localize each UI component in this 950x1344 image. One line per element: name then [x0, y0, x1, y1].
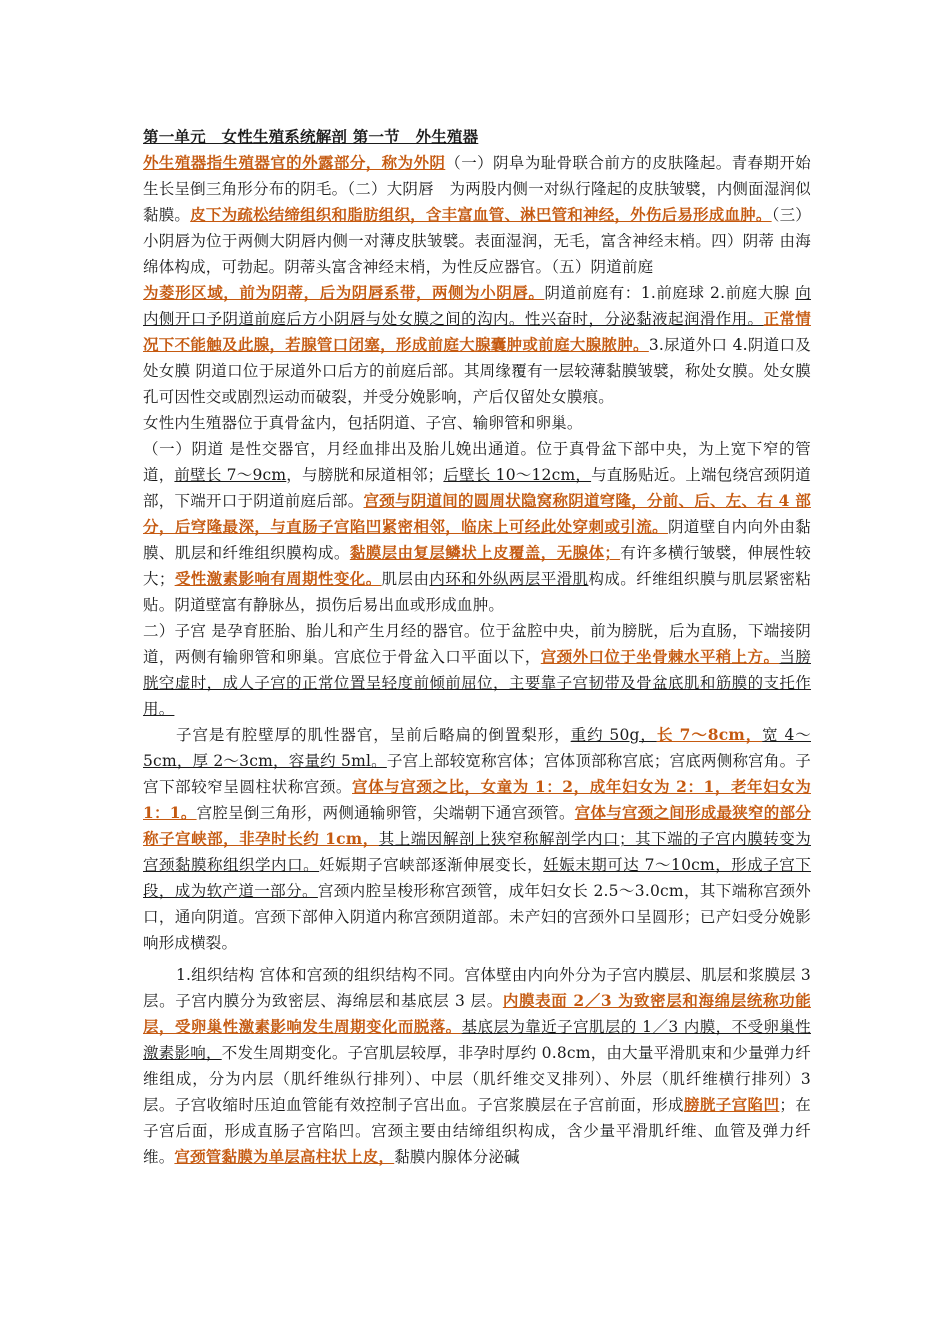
highlighted-text: 正常情况下不能触及此腺，若腺管口闭塞，形成前庭大腺囊肿或前庭大腺脓肿。: [143, 309, 811, 354]
highlighted-text: 长 7～8cm，: [656, 725, 763, 744]
body-text: 阴道前庭有：1.前庭球 2.前庭大腺: [544, 284, 796, 302]
body-text: 有许多横行皱襞，伸展性较大；: [143, 544, 811, 588]
body-text: 二）子宫 是孕育胚胎、胎儿和产生月经的器官。位于盆腔中央，前为膀胱，后为直肠，下端接阴道，两侧有输卵管和卵巢。宫底位于骨盆入口平面以下，: [143, 622, 811, 666]
body-text: 宫颈内腔呈梭形称宫颈管，成年妇女长 2.5～3.0cm，其下端称宫颈外口，通向阴道。宫颈下部伸入阴道内称宫颈阴道部。未产妇的宫颈外口呈圆形；已产妇受分娩影响形成横裂。: [143, 882, 812, 952]
body-text: 肌层由: [381, 570, 430, 588]
underlined-text: 后壁长 10～12cm，: [443, 466, 592, 484]
body-text: ，与膀胱和尿道相邻；: [286, 466, 444, 484]
body-text: 子宫是有腔壁厚的肌性器官，呈前后略扁的倒置梨形，: [176, 726, 571, 744]
body-text: 宫腔呈倒三角形，两侧通输卵管，尖端朝下通宫颈管。: [196, 804, 575, 822]
highlighted-text: 宫颈与阴道间的圆周状隐窝称阴道穹隆，分前、后、左、右 4 部分，后穹隆最深，与直肠子宫陷凹紧密相邻，临床上可经此处穿刺或引流。: [143, 491, 811, 536]
document-body: [143, 124, 811, 1170]
underlined-text: 重约 50g，: [570, 726, 657, 744]
body-text: 与直肠贴近。上端包绕宫颈阴道部，下端开口于阴道前庭后部。: [143, 466, 811, 510]
paragraph: [143, 722, 811, 956]
underlined-text: 向内侧开口予阴道前庭后方小阴唇与处女膜之间的沟内。性兴奋时，分泌黏液起润滑作用。: [143, 284, 811, 328]
highlighted-text: 宫体与宫颈之比，女童为 1：2，成年妇女为 2：1，老年妇女为 1：1。: [143, 777, 811, 822]
highlighted-text: 宫颈管黏膜为单层高柱状上皮，: [174, 1147, 395, 1166]
body-text: 不发生周期变化。子宫肌层较厚，非孕时厚约 0.8cm，由大量平滑肌束和少量弹力纤维组成，分为内层（肌纤维纵行排列）、中层（肌纤维交叉排列）、外层（肌纤维横行排列）3 层。子宫收缩时压迫血管能有效控制子宫出血。子宫浆膜层在子宫前面，形成: [143, 1044, 811, 1114]
paragraph: [143, 618, 811, 722]
paragraph: [143, 150, 811, 280]
highlighted-text: 黏膜层由复层鳞状上皮覆盖，无腺体；: [349, 543, 621, 562]
paragraph: [143, 410, 811, 436]
highlighted-text: 受性激素影响有周期性变化。: [174, 569, 382, 588]
body-text: 子宫上部较宽称宫体；宫体顶部称宫底；宫底两侧称宫角。子宫下部较窄呈圆柱状称宫颈。: [143, 752, 812, 796]
body-text: （一）阴道 是性交器官，月经血排出及胎儿娩出通道。位于真骨盆下部中央，为上宽下窄的管道，: [143, 440, 811, 484]
highlighted-text: 皮下为疏松结缔组织和脂肪组织，含丰富血管、淋巴管和神经，外伤后易形成血肿。: [190, 205, 772, 224]
highlighted-text: 外生殖器指生殖器官的外露部分，称为外阴: [143, 153, 446, 172]
highlighted-text: 内膜表面 2／3 为致密层和海绵层统称功能层，受卵巢性激素影响发生周期变化而脱落。: [143, 991, 811, 1036]
body-text: 构成。纤维组织膜与肌层紧密粘贴。阴道壁富有静脉丛，损伤后易出血或形成血肿。: [143, 570, 811, 614]
body-text: 3.尿道外口 4.阴道口及处女膜 阴道口位于尿道外口后方的前庭后部。其周缘覆有一层较薄黏膜皱襞，称处女膜。处女膜孔可因性交或剧烈运动而破裂，并受分娩影响，产后仅留处女膜痕。: [143, 336, 812, 406]
paragraph: [143, 962, 811, 1170]
body-text: 阴道壁自内向外由黏膜、肌层和纤维组织膜构成。: [143, 518, 811, 562]
underlined-text: 妊娠末期可达 7～10cm，形成子宫下段，成为软产道一部分。: [143, 856, 811, 900]
underlined-text: 其上端因解剖上狭窄称解剖学内口；其下端的子宫内膜转变为宫颈黏膜称组织学内口。: [143, 830, 811, 874]
highlighted-text: 为菱形区域，前为阴蒂，后为阴唇系带，两侧为小阴唇。: [143, 283, 545, 302]
body-text: （三）小阴唇为位于两侧大阴唇内侧一对薄皮肤皱襞。表面湿润，无毛，富含神经末梢。四）阴蒂 由海绵体构成，可勃起。阴蒂头富含神经末梢，为性反应器官。（五）阴道前庭: [143, 206, 812, 276]
underlined-text: 前壁长 7～9cm: [174, 466, 287, 484]
paragraph: [143, 280, 811, 410]
underlined-text: 基底层为靠近子宫肌层的 1／3 内膜，不受卵巢性激素影响，: [143, 1018, 811, 1062]
highlighted-text: 宫体与宫颈之间形成最狭窄的部分称子宫峡部，非孕时长约 1cm，: [143, 803, 811, 848]
body-text: 1.组织结构 宫体和宫颈的组织结构不同。宫体壁由内向外分为子宫内膜层、肌层和浆膜层 3 层。子宫内膜分为致密层、海绵层和基底层 3 层。: [143, 966, 811, 1010]
body-text: （一）阴阜为耻骨联合前方的皮肤隆起。青春期开始生长呈倒三角形分布的阴毛。（二）大阴唇 为两股内侧一对纵行隆起的皮肤皱襞，内侧面湿润似黏膜。: [143, 154, 811, 224]
highlighted-text: 膀胱子宫陷凹: [683, 1095, 780, 1114]
body-text: 女性内生殖器位于真骨盆内，包括阴道、子宫、输卵管和卵巢。: [143, 414, 583, 432]
paragraph: [143, 436, 811, 618]
underlined-text: 宽 4～5cm，厚 2～3cm，容量约 5ml。: [143, 726, 811, 770]
highlighted-text: 宫颈外口位于坐骨棘水平稍上方。: [540, 647, 780, 666]
underlined-text: 内环和外纵两层平滑肌: [429, 570, 589, 588]
body-text: ；在子宫后面，形成直肠子宫陷凹。宫颈主要由结缔组织构成，含少量平滑肌纤维、血管及弹力纤维。: [143, 1096, 812, 1166]
body-text: 妊娠期子宫峡部逐渐伸展变长，: [319, 856, 544, 874]
underlined-text: 当膀胱空虚时，成人子宫的正常位置呈轻度前倾前屈位，主要靠子宫韧带及骨盆底肌和筋膜的支托作用。: [143, 648, 811, 718]
body-text: 黏膜内腺体分泌碱: [394, 1148, 520, 1166]
page-title: 第一单元 女性生殖系统解剖 第一节 外生殖器: [143, 127, 479, 146]
